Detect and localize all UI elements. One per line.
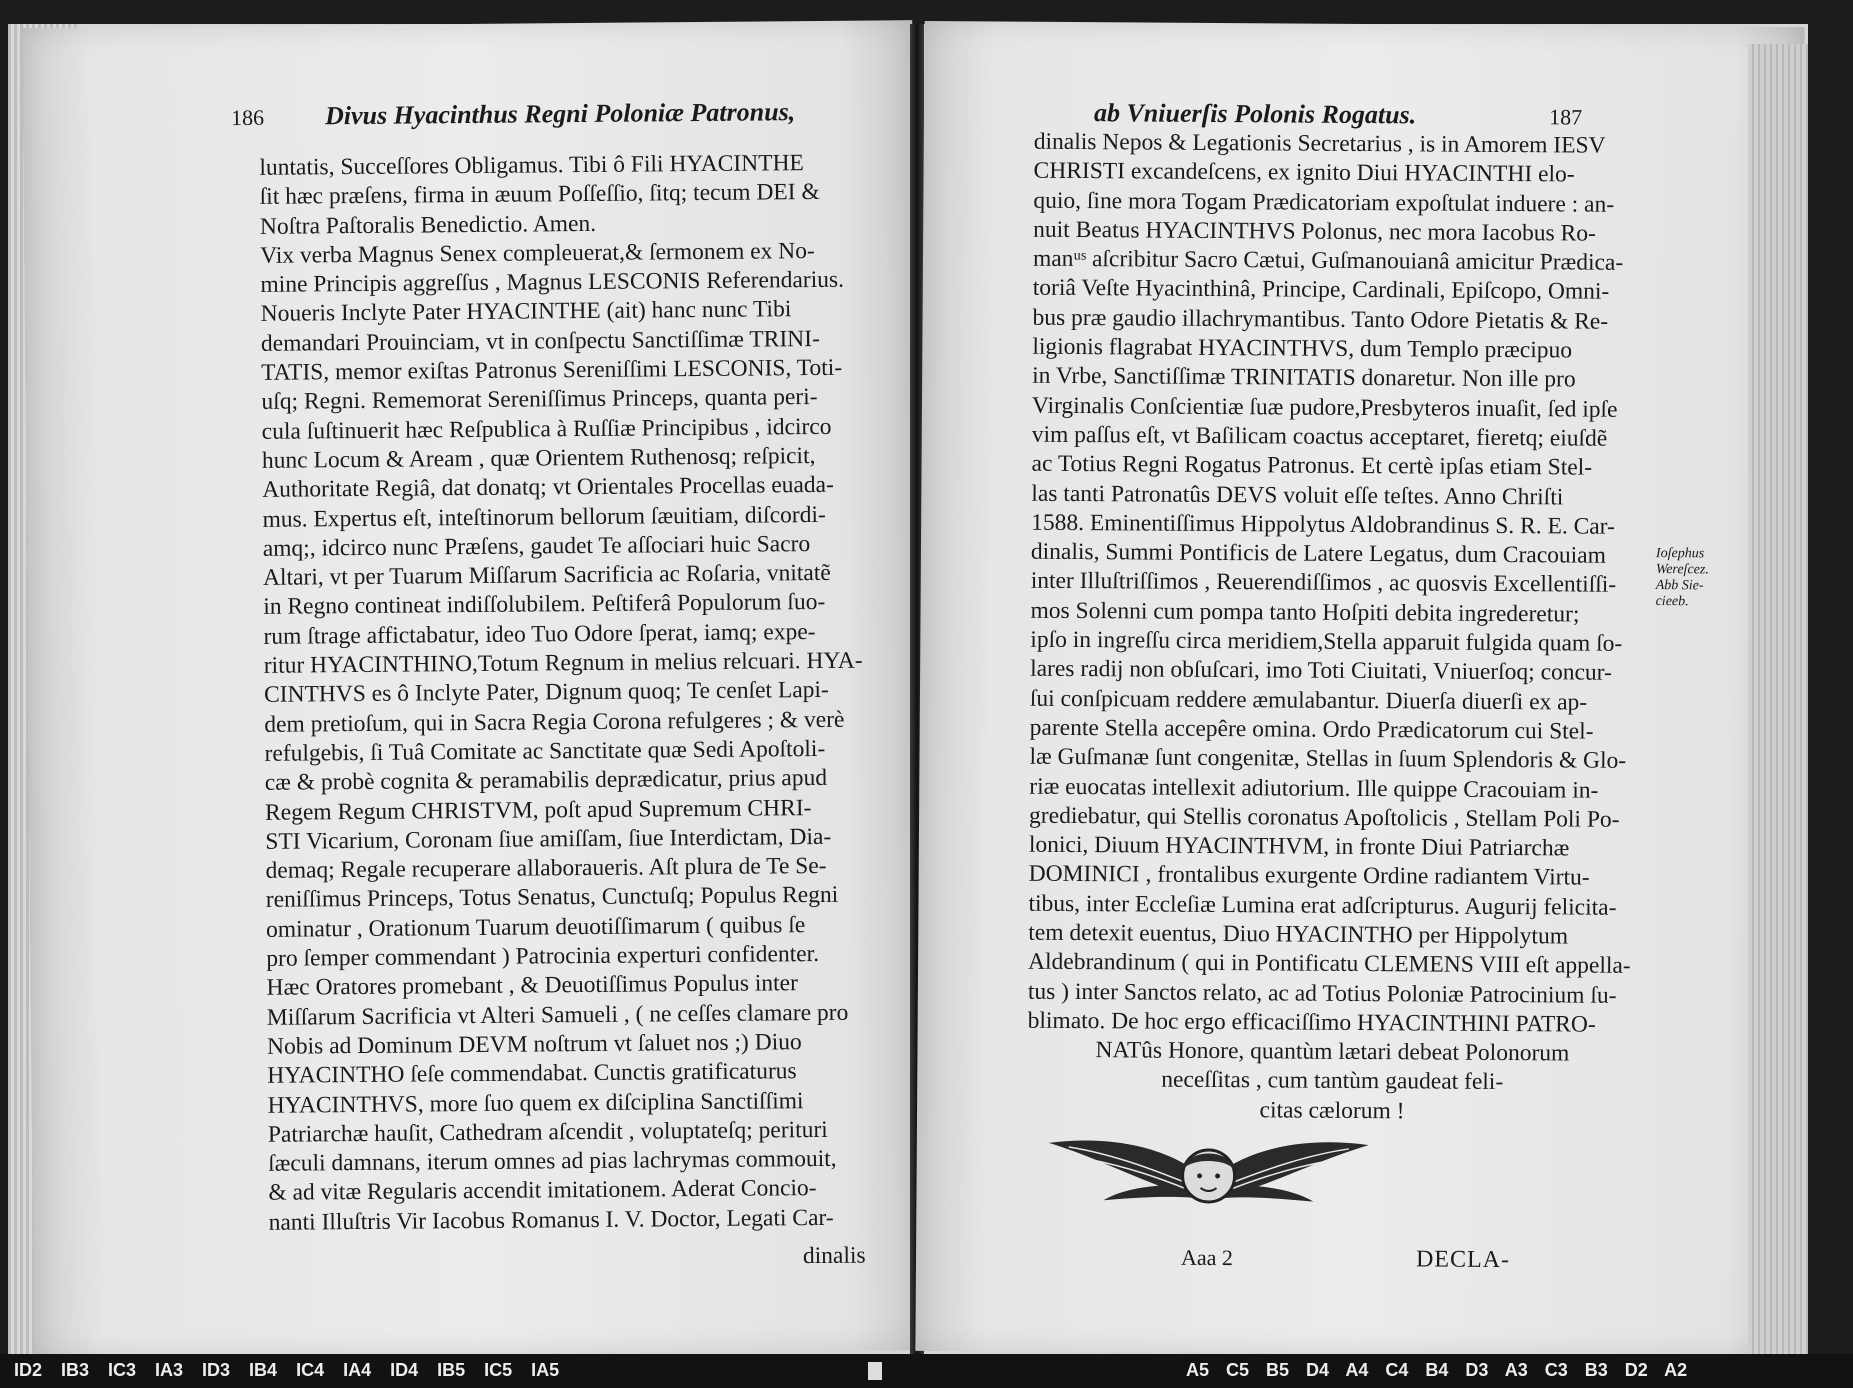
text-line: ſui conſpicuam reddere æmulabantur. Diuerſa diuerſi ex ap-: [1029, 685, 1588, 716]
film-codes-right: A5 C5 B5 D4 A4 C4 B4 D3 A3 C3 B3 D2 A2: [1186, 1360, 1688, 1380]
text-line: tibus, inter Eccleſiæ Lumina erat adſcripturus. Augurij felicita-: [1028, 890, 1617, 921]
text-line: inter Illuſtriſſimos , Reuerendiſſimos , ac quosvis Excellentiſſi-: [1030, 568, 1617, 599]
left-page: [22, 20, 924, 1358]
text-line: nuit Beatus HYACINTHVS Polonus, nec mora Iacobus Ro-: [1033, 216, 1596, 247]
right-running-title: ab Vniuerſis Polonis Rogatus.: [1093, 98, 1417, 130]
text-line: blimato. De hoc ergo efficaciſſimo HYACINTHINI PATRO-: [1027, 1007, 1596, 1038]
marginal-note-line: cieeb.: [1655, 594, 1689, 610]
text-line: quio, ſine mora Togam Prædicatoriam expoſtulat induere : an-: [1033, 187, 1615, 218]
microfilm-strip: [0, 1354, 1853, 1388]
text-line: mine Principis aggreſſus , Magnus LESCONIS Referendarius.: [260, 266, 845, 299]
text-line: Regem Regum CHRISTVM, poſt apud Supremum CHRI-: [264, 794, 812, 826]
closing-line: NATûs Honore, quantùm lætari debeat Polonorum: [1095, 1037, 1570, 1067]
text-line: Nobis ad Dominum DEVM noſtrum vt ſaluet nos ;) Diuo: [267, 1029, 802, 1060]
text-line: HYACINTHO ſeſe commendabat. Cunctis gratificaturus: [267, 1058, 797, 1090]
marginal-note-line: Wereſcez.: [1655, 562, 1709, 578]
text-line: CHRISTI excandeſcens, ex ignito Diui HYACINTHI elo-: [1033, 158, 1575, 188]
text-line: uſq; Regni. Rememorat Sereniſſimus Princeps, quanta peri-: [261, 384, 818, 416]
right-closing-lines: [1027, 1036, 1638, 1128]
text-line: ac Totius Regni Rogatus Patronus. Et certè ipſas etiam Stel-: [1031, 450, 1593, 481]
text-line: pro ſemper commendant ) Patrocinia experturi confidenter.: [266, 941, 820, 972]
marginal-note-line: Abb Sie-: [1655, 578, 1704, 594]
text-line: læ Guſmanæ ſunt congenitæ, Stellas in ſuum Splendoris & Glo-: [1029, 743, 1627, 775]
text-line: Noſtra Paſtoralis Benedictio. Amen.: [259, 210, 597, 240]
left-running-head: [231, 97, 796, 132]
text-line: lonici, Diuum HYACINTHVM, in fronte Diui Patriarchæ: [1028, 831, 1570, 862]
text-line: dinalis Nepos & Legationis Secretarius , is in Amorem IESV: [1033, 128, 1606, 159]
text-line: riæ euocatas intellexit adiutorium. Ille quippe Cracouiam in-: [1029, 773, 1599, 804]
signature-mark: Aaa 2: [1180, 1244, 1234, 1271]
text-line: demaq; Regale recuperare allaboraueris. Aſt plura de Te Se-: [265, 853, 827, 884]
text-line: Aldebrandinum ( qui in Pontificatu CLEMENS VIII eſt appella-: [1027, 949, 1631, 980]
text-line: demandari Prouinciam, vt in conſpectu Sanctiſſimæ TRINI-: [260, 325, 820, 357]
text-line: in Vrbe, Sanctiſſimæ TRINITATIS donaretur. Non ille pro: [1032, 363, 1576, 393]
text-line: grediebatur, qui Stellis coronatus Apoſtolicis , Stellam Poli Po-: [1029, 802, 1620, 833]
text-line: mos Solenni cum pompa tanto Hoſpiti debita ingrederetur;: [1030, 597, 1580, 628]
right-running-head: [1094, 98, 1582, 131]
right-catchword: DECLA-: [1415, 1246, 1511, 1274]
text-line: in Regno contineat indiſſolubilem. Peſtiferâ Populorum ſuo-: [263, 589, 826, 621]
text-line: vim paſſus eſt, vt Baſilicam coactus acceptaret, fieretq; eiuſdẽ: [1031, 421, 1608, 452]
text-line: las tanti Patronatûs DEVS voluit eſſe teſtes. Anno Chriſti: [1031, 480, 1564, 510]
text-line: bus præ gaudio illachrymantibus. Tanto Odore Pietatis & Re-: [1032, 304, 1609, 335]
text-line: ligionis flagrabat HYACINTHVS, dum Templo præcipuo: [1032, 333, 1573, 364]
text-line: rum ſtrage affictabatur, ideo Tuo Odore ſperat, iamq; expe-: [263, 618, 816, 650]
text-line: luntatis, Succeſſores Obligamus. Tibi ô Fili HYACINTHE: [259, 150, 804, 181]
text-line: toriâ Veſte Hyacinthinâ, Principe, Cardinali, Epiſcopo, Omni-: [1032, 275, 1610, 306]
text-line: DOMINICI , frontalibus exurgente Ordine radiantem Virtu-: [1028, 861, 1590, 892]
text-line: manᵘˢ aſcribitur Sacro Cætui, Guſmanouianâ amicitur Prædica-: [1032, 245, 1624, 277]
closing-line: citas cælorum !: [1259, 1096, 1405, 1124]
text-line: Virginalis Conſcientiæ ſuæ pudore,Presbyteros inuaſit, ſed ipſe: [1031, 392, 1618, 423]
text-line: refulgebis, ſi Tuâ Comitate ac Sanctitate quæ Sedi Apoſtoli-: [264, 735, 826, 767]
text-line: Miſſarum Sacrificia vt Alteri Samueli , ( ne ceſſes clamare pro: [266, 999, 849, 1031]
left-catchword: dinalis: [802, 1242, 866, 1270]
text-line: reniſſimus Princeps, Totus Senatus, Cunctuſq; Populus Regni: [265, 882, 839, 914]
left-page-body: [259, 148, 888, 1237]
text-line: parente Stella accepêre omina. Ordo Prædicatorum cui Stel-: [1029, 714, 1594, 745]
text-line: ſæculi damnans, iterum omnes ad pias lachrymas commouit,: [268, 1145, 837, 1177]
right-page-body: [1028, 128, 1644, 1040]
text-line: STI Vicarium, Coronam ſiue amiſſam, ſiue Interdictam, Dia-: [265, 823, 832, 855]
left-page-number: 186: [230, 104, 265, 131]
book-spread: [8, 24, 1808, 1364]
text-line: CINTHVS es ô Inclyte Pater, Dignum quoq; Te cenſet Lapi-: [263, 677, 829, 709]
text-line: hunc Locum & Aream , quæ Orientem Ruthenosq; reſpicit,: [261, 442, 816, 474]
text-line: dinalis, Summi Pontificis de Latere Legatus, dum Cracouiam: [1030, 538, 1607, 569]
text-line: ſit hæc præſens, firma in æuum Poſſeſſio, ſitq; tecum DEI &: [259, 179, 820, 211]
text-line: tem detexit euentus, Diuo HYACINTHO per Hippolytum: [1028, 919, 1569, 950]
closing-line: neceſſitas , cum tantùm gaudeat feli-: [1161, 1066, 1504, 1096]
text-line: HYACINTHVS, more ſuo quem ex diſciplina Sanctiſſimi: [267, 1087, 804, 1119]
text-line: Altari, vt per Tuarum Miſſarum Sacrificia ac Roſaria, vnitatẽ: [262, 560, 831, 591]
text-line: ominatur , Orationum Tuarum deuotiſſimarum ( quibus ſe: [265, 911, 806, 943]
text-line: cula ſuſtinuerit hæc Reſpublica à Ruſſiæ Principibus , idcirco: [261, 413, 832, 445]
film-codes-left: ID2 IB3 IC3 IA3 ID3 IB4 IC4 IA4 ID4 IB5 IC5 IA5: [14, 1360, 560, 1380]
text-line: 1588. Eminentiſſimus Hippolytus Aldobrandinus S. R. E. Car-: [1031, 509, 1615, 540]
text-line: Hæc Oratores promebant , & Deuotiſſimus Populus inter: [266, 970, 798, 1002]
page-edges-right: [1748, 44, 1808, 1354]
text-line: mus. Expertus eſt, inteſtinorum bellorum ſæuitiam, diſcordi-: [262, 501, 826, 533]
text-line: TATIS, memor exiſtas Patronus Sereniſſimi LESCONIS, Toti-: [261, 354, 843, 386]
text-line: Vix verba Magnus Senex compleuerat,& ſermonem ex No-: [260, 237, 815, 269]
text-line: Authoritate Regiâ, dat donatq; vt Orientales Procellas euada-: [262, 472, 835, 504]
right-page-number: 187: [1549, 104, 1583, 130]
text-line: & ad vitæ Regularis accendit imitationem. Aderat Concio-: [268, 1175, 817, 1207]
text-line: lares radij non obſuſcari, imo Toti Ciuitati, Vniuerſoq; concur-: [1030, 656, 1613, 687]
text-line: ipſo in ingreſſu circa meridiem,Stella apparuit fulgida quam ſo-: [1030, 626, 1623, 657]
film-center-mark: [868, 1362, 882, 1380]
text-line: nanti Illuſtris Vir Iacobus Romanus I. V. Doctor, Legati Car-: [268, 1204, 834, 1236]
text-line: amq;, idcirco nunc Præſens, gaudet Te aſſociari huic Sacro: [262, 530, 811, 562]
marginal-note-line: Ioſephus: [1655, 546, 1705, 562]
text-line: cæ & probè cognita & peramabilis deprædicatur, prius apud: [264, 765, 828, 797]
right-page: [915, 21, 1804, 1357]
text-line: tus ) inter Sanctos relato, ac ad Totius Poloniæ Patrocinium ſu-: [1027, 978, 1617, 1009]
text-line: Patriarchæ hauſit, Cathedram aſcendit , voluptateſq; perituri: [267, 1116, 828, 1148]
text-line: dem pretioſum, qui in Sacra Regia Corona refulgeres ; & verè: [264, 706, 845, 738]
cherub-ornament: [1048, 1125, 1369, 1227]
text-line: ritur HYACINTHINO,Totum Regnum in melius relcuari. HYA-: [263, 647, 863, 679]
text-line: Noueris Inclyte Pater HYACINTHE (ait) hanc nunc Tibi: [260, 296, 792, 328]
left-running-title: Divus Hyacinthus Regni Poloniæ Patronus,: [324, 97, 796, 131]
marginal-note: [1656, 546, 1716, 610]
